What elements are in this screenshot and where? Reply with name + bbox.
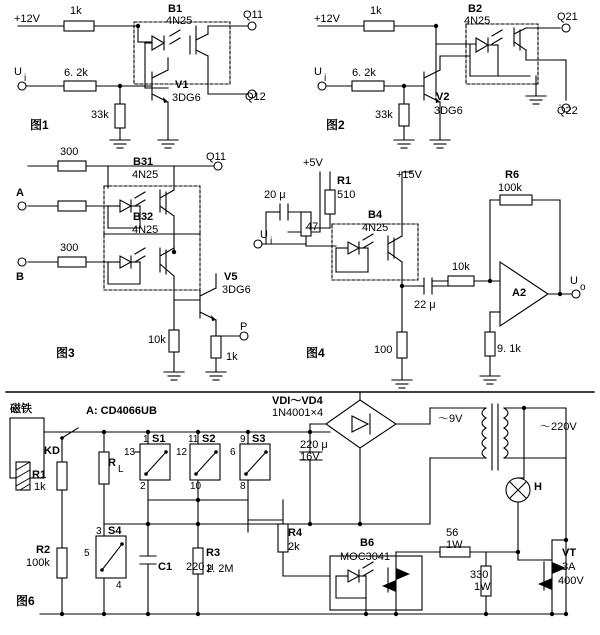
fig6-pin13-label: 13 bbox=[124, 447, 136, 458]
fig1-input-sub-label: i bbox=[24, 73, 27, 84]
fig6-s3-label: S3 bbox=[252, 433, 266, 445]
fig4-supply5-label: +5V bbox=[303, 157, 323, 169]
fig3-out-p-label: P bbox=[240, 321, 248, 333]
fig3-caption: 图3 bbox=[56, 346, 75, 360]
fig6-r1-val-label: 1k bbox=[34, 481, 46, 493]
fig6-c1-label: C1 bbox=[158, 561, 173, 573]
fig6-pin3-label: 3 bbox=[96, 526, 102, 537]
fig6-pin6-label: 6 bbox=[230, 447, 236, 458]
fig4-input-label: U bbox=[260, 229, 268, 241]
fig3-out-label: Q11 bbox=[206, 151, 226, 163]
fig6-opto-label: B6 bbox=[360, 537, 375, 549]
fig6-reed-label: KD bbox=[44, 445, 60, 457]
fig6-triac-i-label: 3A bbox=[562, 561, 576, 573]
fig6-r330-w-label: 1W bbox=[474, 581, 491, 593]
fig1-out-bottom-label: Q12 bbox=[245, 91, 266, 103]
fig4-cap-in-label: 20 μ bbox=[264, 189, 286, 201]
fig4-r6-label: R6 bbox=[505, 169, 520, 181]
fig2-opto-type-label: 4N25 bbox=[464, 15, 491, 27]
fig1-input-label: U bbox=[14, 66, 22, 78]
fig6-diodes-label: VDI～VD4 bbox=[272, 395, 323, 407]
fig3-r-b-label: 300 bbox=[60, 242, 79, 254]
fig4-input-sub-label: i bbox=[270, 236, 273, 247]
fig2-opto-label: B2 bbox=[468, 3, 483, 15]
fig6-r3-label: R3 bbox=[206, 547, 221, 559]
fig2-input-label: U bbox=[314, 66, 322, 78]
fig1-transistor-type-label: 3DG6 bbox=[172, 92, 201, 104]
fig6-rl-label: R bbox=[108, 457, 116, 469]
fig2-out-bottom-label: Q22 bbox=[557, 105, 578, 117]
fig6-pin4-label: 4 bbox=[116, 580, 122, 591]
fig1-opto-type-label: 4N25 bbox=[166, 15, 193, 27]
fig6-triac-label: VT bbox=[562, 547, 577, 559]
fig1-opto-label: B1 bbox=[168, 3, 183, 15]
fig6-r3-val-label: 2. 2M bbox=[206, 563, 234, 575]
fig6-r4-val-label: 2k bbox=[288, 541, 300, 553]
fig6-s2-label: S2 bbox=[202, 433, 216, 445]
fig6-pin5-label: 5 bbox=[84, 548, 90, 559]
fig6-pin1-label: 1 bbox=[143, 434, 149, 445]
fig6-r330-label: 330 bbox=[470, 569, 489, 581]
fig3-r-a-label: 300 bbox=[60, 146, 79, 158]
fig3-opto1-type-label: 4N25 bbox=[132, 169, 159, 181]
fig2-r-input-label: 6. 2k bbox=[352, 67, 376, 79]
fig2-out-top-label: Q21 bbox=[557, 11, 578, 23]
fig6-opto-type-label: MOC3041 bbox=[340, 551, 391, 563]
fig3-r-collector-label: 1k bbox=[226, 351, 238, 363]
fig6-magnet-label: 磁铁 bbox=[10, 403, 32, 415]
fig1-r-input-label: 6. 2k bbox=[64, 67, 88, 79]
fig6-s1-label: S1 bbox=[152, 433, 166, 445]
fig4-r100-label: 100 bbox=[374, 344, 393, 356]
fig6-pin2-label: 2 bbox=[140, 481, 146, 492]
fig6-pin10-label: 10 bbox=[190, 481, 202, 492]
fig6-lamp-label: H bbox=[534, 481, 542, 493]
fig6-ic-label: A: CD4066UB bbox=[86, 405, 157, 417]
fig4-opamp-label: A2 bbox=[512, 287, 527, 299]
fig4-output-label: U bbox=[570, 275, 578, 287]
fig2-transistor-type-label: 3DG6 bbox=[434, 105, 463, 117]
fig6-capfilter-label: 220 μ bbox=[300, 439, 328, 451]
fig6-rl-sub-label: L bbox=[118, 464, 124, 475]
fig4-r6-val-label: 100k bbox=[498, 182, 522, 194]
fig2-input-sub-label: i bbox=[324, 73, 327, 84]
fig6-diodes-type-label: 1N4001×4 bbox=[272, 407, 324, 419]
fig3-opto1-label: B31 bbox=[133, 156, 154, 168]
fig6-r4-label: R4 bbox=[288, 527, 303, 539]
fig6-pin11-label: 11 bbox=[188, 434, 199, 445]
fig3-opto2-type-label: 4N25 bbox=[132, 224, 159, 236]
fig4-cap-out-label: 22 μ bbox=[414, 299, 436, 311]
fig1-out-top-label: Q11 bbox=[243, 9, 263, 21]
fig6-r56-w-label: 1W bbox=[446, 539, 463, 551]
fig4-r47-label: 47 bbox=[306, 221, 319, 233]
fig2-r-supply-label: 1k bbox=[370, 5, 382, 17]
fig4-opto-type-label: 4N25 bbox=[362, 222, 389, 234]
fig4-opto-label: B4 bbox=[368, 209, 383, 221]
fig3-opto2-label: B32 bbox=[133, 211, 154, 223]
fig3-transistor-type-label: 3DG6 bbox=[222, 284, 251, 296]
fig6-capfilter-v-label: 16V bbox=[300, 451, 320, 463]
fig6-pin8-label: 8 bbox=[240, 481, 246, 492]
fig4-supply15-label: +15V bbox=[396, 169, 422, 181]
fig6-s4-label: S4 bbox=[108, 525, 122, 537]
fig6-triac-v-label: 400V bbox=[558, 575, 584, 587]
fig6-pin9-label: 9 bbox=[240, 434, 246, 445]
fig6-ac220-label: ～220V bbox=[540, 421, 577, 433]
fig1-supply-label: +12V bbox=[14, 13, 40, 25]
fig4-r10k-label: 10k bbox=[452, 261, 470, 273]
fig1-transistor-label: V1 bbox=[175, 79, 189, 91]
fig4-r91k-label: 9. 1k bbox=[497, 343, 521, 355]
fig3-transistor-label: V5 bbox=[224, 271, 238, 283]
fig1-caption: 图1 bbox=[30, 118, 49, 132]
fig6-r2-label: R2 bbox=[36, 544, 51, 556]
fig1-r-base-label: 33k bbox=[91, 109, 109, 121]
fig6-r2-val-label: 100k bbox=[26, 557, 50, 569]
fig2-caption: 图2 bbox=[326, 118, 345, 132]
fig6-r1-label: R1 bbox=[32, 469, 47, 481]
fig3-in-a-label: A bbox=[16, 187, 24, 199]
fig2-r-base-label: 33k bbox=[375, 109, 393, 121]
fig4-caption: 图4 bbox=[306, 346, 325, 360]
fig6-pin12-label: 12 bbox=[176, 447, 188, 458]
fig4-r1-val-label: 510 bbox=[337, 189, 356, 201]
fig6-r56-label: 56 bbox=[446, 527, 459, 539]
fig3-in-b-label: B bbox=[16, 271, 24, 283]
fig4-r1-label: R1 bbox=[337, 175, 352, 187]
fig2-supply-label: +12V bbox=[314, 13, 340, 25]
fig2-transistor-label: V2 bbox=[436, 91, 450, 103]
fig6-ac9-label: ～9V bbox=[438, 413, 463, 425]
fig3-r-emitter-label: 10k bbox=[148, 334, 166, 346]
fig6-caption: 图6 bbox=[16, 594, 35, 608]
fig4-output-sub-label: o bbox=[580, 282, 586, 293]
fig1-r-supply-label: 1k bbox=[70, 5, 82, 17]
fig6-c1-val-label: 220 μ bbox=[186, 561, 214, 573]
